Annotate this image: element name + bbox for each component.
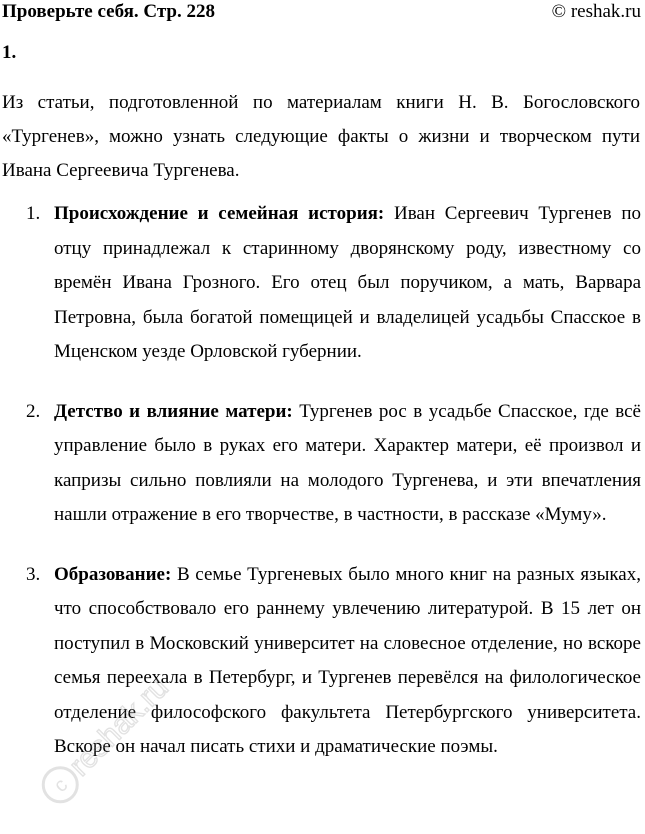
fact-number: 2.: [26, 400, 41, 422]
watermark-text: reshak.ru: [63, 670, 175, 783]
fact-heading: Происхождение и семейная история:: [54, 203, 385, 224]
site-credit: © reshak.ru: [551, 1, 641, 22]
fact-number: 1.: [26, 203, 41, 224]
copyright-letter: c: [49, 774, 73, 797]
fact-item: [0, 395, 641, 533]
fact-text: Тургенев рос в усадьбе Спасское, где всё управление было в руках его матери. Характер матери, её произвол и капризы сильно повлияли на молодого Тургенева, и эти впечатления нашли отражение в его творчестве, в частности, в рассказе «Муму».: [54, 400, 641, 525]
copyright-circle: [36, 761, 84, 809]
intro-paragraph: Из статьи, подготовленной по материалам книги Н. В. Богословского «Тургенев», можно узнать следующие факты о жизни и творческом пути Ивана Сергеевича Тургенева.: [2, 92, 640, 181]
fact-number: 3.: [26, 563, 41, 585]
fact-heading: Детство и влияние матери:: [54, 400, 293, 422]
fact-text: Иван Сергеевич Тургенев по отцу принадлежал к старинному дворянскому роду, известному со времён Ивана Грозного. Его отец был поручиком, а мать, Варвара Петровна, была богатой помещицей и владелицей усадьбы Спасское в Мценском уезде Орловской губернии.: [54, 203, 641, 362]
fact-item: [0, 197, 641, 370]
page-header: [0, 0, 645, 28]
facts-list: [0, 197, 645, 765]
fact-heading: Образование:: [54, 563, 172, 585]
fact-item: [0, 558, 641, 765]
fact-text: В семье Тургеневых было много книг на разных языках, что способствовало его раннему увлечению литературой. В 15 лет он поступил в Московский университет на словесное отделение, но вскоре семья переехала в Петербург, и Тургенев перевёлся на филологическое отделение философского факультета Петербургского университета. Вскоре он начал писать стихи и драматические поэмы.: [54, 563, 641, 757]
page-title: Проверьте себя. Стр. 228: [2, 1, 215, 22]
task-number: 1.: [2, 42, 17, 63]
